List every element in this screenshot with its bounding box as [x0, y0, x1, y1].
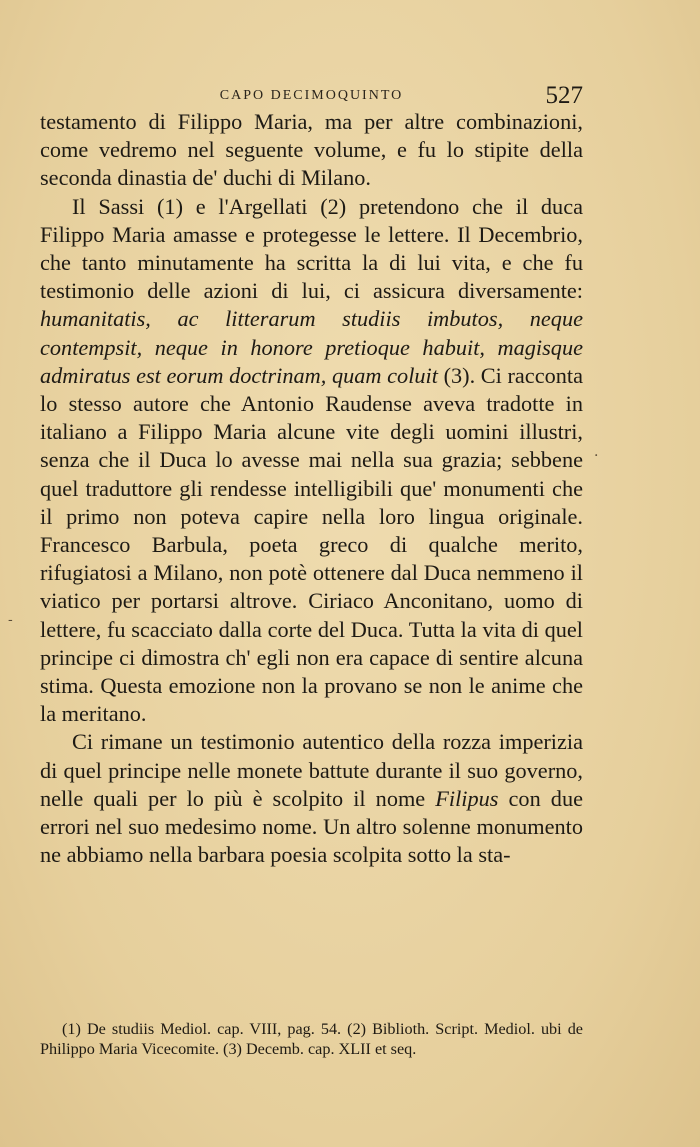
footnote-text: (1) De studiis Mediol. cap. VIII, pag. 54. (2) Biblioth. Script. Mediol. ubi de Philippo Maria Vicecomite. (3) Decemb. cap. XLII et seq. — [40, 1020, 583, 1058]
latin-quotation: humanitatis, ac litterarum studiis imbutos, neque contempsit, neque in honore pretioque habuit, magisque admiratus est eorum doctrinam, quam coluit — [40, 306, 583, 388]
margin-dot: · — [594, 448, 599, 464]
book-page — [40, 82, 583, 869]
margin-dash: - — [8, 612, 13, 628]
running-head — [40, 82, 583, 108]
paragraph-2-text-b: (3). Ci racconta lo stesso autore che Antonio Raudense aveva tradotte in italiano a Filippo Maria alcune vite degli uomini illustri, senza che il Duca lo avesse mai nella sua grazia; sebbene quel traduttore gli rendesse intelligibili que' monumenti che il primo non poteva capire nella loro lingua originale. Francesco Barbula, poeta greco di qualche merito, rifugiatosi a Milano, non potè ottenere dal Duca nemmeno il viatico per portarsi altrove. Ciriaco Anconitano, uomo di lettere, fu scacciato dalla corte del Duca. Tutta la vita di quel principe ci dimostra ch' egli non era capace di sentire alcuna stima. Questa emozione non la provano se non le anime che la meritano. — [40, 362, 583, 727]
paragraph-2-text-a: Il Sassi (1) e l'Argellati (2) pretendono che il duca Filippo Maria amasse e protegesse le lettere. Il Decembrio, che tanto minutamente ha scritta la di lui vita, e che fu testimonio delle azioni di lui, ci assicura diversamente: — [40, 193, 583, 304]
paragraph-3 — [40, 728, 583, 869]
paragraph-3-text-a: Ci rimane un testimonio autentico della rozza imperizia di quel principe nelle monete battute durante il suo governo, nelle quali per lo più è scolpito il nome — [40, 729, 583, 811]
coin-name: Filipus — [435, 785, 499, 811]
footnotes — [40, 1020, 583, 1059]
page-number: 527 — [545, 82, 583, 109]
paragraph-3-text-b: con due errori nel suo medesimo nome. Un altro solenne monumento ne abbiamo nella barbara poesia scolpita sotto la sta- — [40, 785, 583, 868]
paragraph-1: testamento di Filippo Maria, ma per altre combinazioni, come vedremo nel seguente volume, e fu lo stipite della seconda dinastia de' duchi di Milano. — [40, 109, 583, 191]
body-text — [40, 108, 583, 869]
running-title: CAPO DECIMOQUINTO — [219, 88, 404, 103]
paragraph-2 — [40, 193, 583, 729]
